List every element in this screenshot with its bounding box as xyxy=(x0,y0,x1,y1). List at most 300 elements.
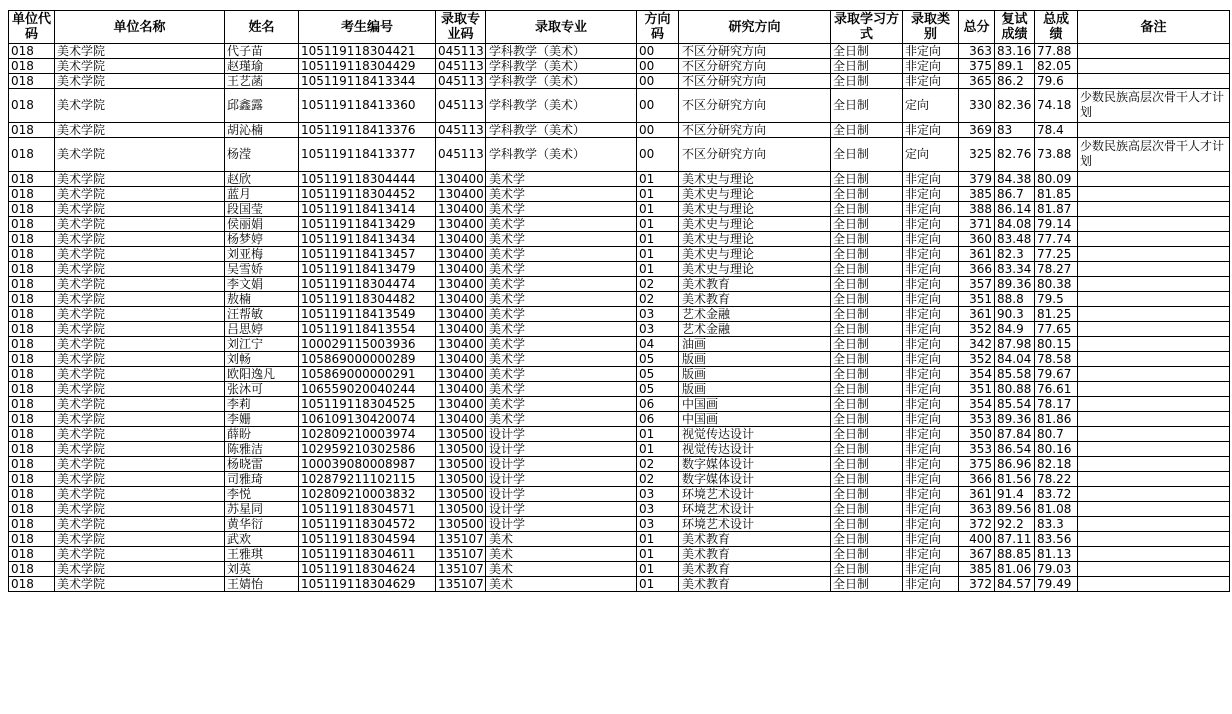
cell-unit-code: 018 xyxy=(9,352,55,367)
cell-final: 78.17 xyxy=(1035,397,1078,412)
cell-category: 定向 xyxy=(903,89,959,123)
table-row xyxy=(9,44,1230,59)
cell-category: 非定向 xyxy=(903,202,959,217)
cell-unit-name: 美术学院 xyxy=(55,442,225,457)
cell-exam-no: 105119118304429 xyxy=(299,59,436,74)
cell-unit-code: 018 xyxy=(9,442,55,457)
cell-exam-no: 106559020040244 xyxy=(299,382,436,397)
cell-retest: 88.85 xyxy=(995,547,1035,562)
cell-category: 非定向 xyxy=(903,337,959,352)
header-exam-no: 考生编号 xyxy=(299,11,436,44)
cell-dir-code: 01 xyxy=(637,232,679,247)
cell-major-code: 135107 xyxy=(436,577,486,592)
cell-dir-code: 00 xyxy=(637,138,679,172)
cell-major-code: 130400 xyxy=(436,307,486,322)
cell-exam-no: 105119118304611 xyxy=(299,547,436,562)
table-row xyxy=(9,427,1230,442)
cell-unit-code: 018 xyxy=(9,532,55,547)
cell-major-code: 130400 xyxy=(436,202,486,217)
table-row xyxy=(9,232,1230,247)
cell-dir-code: 01 xyxy=(637,532,679,547)
cell-major-code: 045113 xyxy=(436,89,486,123)
cell-final: 78.58 xyxy=(1035,352,1078,367)
table-row xyxy=(9,397,1230,412)
cell-name: 王婧怡 xyxy=(225,577,299,592)
cell-major-code: 130500 xyxy=(436,442,486,457)
cell-study-mode: 全日制 xyxy=(831,472,903,487)
cell-total: 371 xyxy=(959,217,995,232)
cell-name: 侯丽娟 xyxy=(225,217,299,232)
cell-category: 非定向 xyxy=(903,352,959,367)
cell-name: 陈雅洁 xyxy=(225,442,299,457)
cell-name: 敖楠 xyxy=(225,292,299,307)
cell-final: 80.16 xyxy=(1035,442,1078,457)
cell-category: 非定向 xyxy=(903,187,959,202)
cell-major: 美术学 xyxy=(486,247,637,262)
cell-study-mode: 全日制 xyxy=(831,74,903,89)
cell-dir-code: 01 xyxy=(637,187,679,202)
cell-total: 351 xyxy=(959,382,995,397)
cell-retest: 83.48 xyxy=(995,232,1035,247)
cell-note xyxy=(1078,442,1230,457)
cell-major: 设计学 xyxy=(486,442,637,457)
cell-note xyxy=(1078,382,1230,397)
cell-study-mode: 全日制 xyxy=(831,502,903,517)
cell-final: 81.08 xyxy=(1035,502,1078,517)
cell-major-code: 135107 xyxy=(436,562,486,577)
cell-direction: 不区分研究方向 xyxy=(679,123,831,138)
table-row xyxy=(9,247,1230,262)
cell-unit-code: 018 xyxy=(9,337,55,352)
cell-major: 设计学 xyxy=(486,502,637,517)
cell-exam-no: 105119118304421 xyxy=(299,44,436,59)
cell-final: 79.49 xyxy=(1035,577,1078,592)
cell-direction: 艺术金融 xyxy=(679,322,831,337)
cell-unit-name: 美术学院 xyxy=(55,292,225,307)
cell-exam-no: 105119118413457 xyxy=(299,247,436,262)
cell-note xyxy=(1078,202,1230,217)
cell-name: 杨梦婷 xyxy=(225,232,299,247)
header-major: 录取专业 xyxy=(486,11,637,44)
cell-name: 李姗 xyxy=(225,412,299,427)
table-row xyxy=(9,262,1230,277)
cell-name: 武欢 xyxy=(225,532,299,547)
cell-dir-code: 06 xyxy=(637,397,679,412)
cell-exam-no: 102809210003832 xyxy=(299,487,436,502)
cell-dir-code: 02 xyxy=(637,277,679,292)
cell-unit-name: 美术学院 xyxy=(55,89,225,123)
cell-retest: 85.58 xyxy=(995,367,1035,382)
cell-final: 79.67 xyxy=(1035,367,1078,382)
cell-retest: 90.3 xyxy=(995,307,1035,322)
table-row xyxy=(9,138,1230,172)
cell-category: 非定向 xyxy=(903,262,959,277)
cell-category: 非定向 xyxy=(903,74,959,89)
cell-major: 美术 xyxy=(486,547,637,562)
cell-total: 379 xyxy=(959,172,995,187)
cell-exam-no: 105119118304572 xyxy=(299,517,436,532)
cell-retest: 82.3 xyxy=(995,247,1035,262)
cell-name: 代子苗 xyxy=(225,44,299,59)
cell-note xyxy=(1078,232,1230,247)
cell-total: 388 xyxy=(959,202,995,217)
cell-retest: 92.2 xyxy=(995,517,1035,532)
cell-total: 372 xyxy=(959,577,995,592)
cell-note xyxy=(1078,74,1230,89)
cell-name: 张沐可 xyxy=(225,382,299,397)
header-dir-code: 方向码 xyxy=(637,11,679,44)
cell-dir-code: 06 xyxy=(637,412,679,427)
table-row xyxy=(9,89,1230,123)
cell-final: 77.25 xyxy=(1035,247,1078,262)
cell-total: 354 xyxy=(959,397,995,412)
cell-retest: 83.16 xyxy=(995,44,1035,59)
cell-dir-code: 00 xyxy=(637,44,679,59)
cell-unit-name: 美术学院 xyxy=(55,577,225,592)
cell-retest: 84.9 xyxy=(995,322,1035,337)
cell-major: 美术学 xyxy=(486,292,637,307)
cell-note xyxy=(1078,517,1230,532)
cell-note xyxy=(1078,247,1230,262)
cell-major: 设计学 xyxy=(486,427,637,442)
cell-exam-no: 100039080008987 xyxy=(299,457,436,472)
cell-final: 81.25 xyxy=(1035,307,1078,322)
cell-major: 美术学 xyxy=(486,307,637,322)
table-row xyxy=(9,202,1230,217)
cell-retest: 91.4 xyxy=(995,487,1035,502)
cell-note xyxy=(1078,44,1230,59)
cell-note xyxy=(1078,562,1230,577)
cell-total: 357 xyxy=(959,277,995,292)
cell-category: 非定向 xyxy=(903,457,959,472)
cell-note xyxy=(1078,123,1230,138)
cell-final: 80.38 xyxy=(1035,277,1078,292)
cell-major: 美术学 xyxy=(486,352,637,367)
cell-exam-no: 105869000000289 xyxy=(299,352,436,367)
cell-unit-code: 018 xyxy=(9,382,55,397)
cell-retest: 89.36 xyxy=(995,277,1035,292)
cell-direction: 数字媒体设计 xyxy=(679,457,831,472)
cell-unit-code: 018 xyxy=(9,262,55,277)
cell-name: 刘亚梅 xyxy=(225,247,299,262)
table-row xyxy=(9,322,1230,337)
cell-exam-no: 105119118304482 xyxy=(299,292,436,307)
cell-total: 353 xyxy=(959,442,995,457)
cell-unit-name: 美术学院 xyxy=(55,352,225,367)
cell-category: 非定向 xyxy=(903,562,959,577)
cell-final: 79.5 xyxy=(1035,292,1078,307)
cell-major-code: 130400 xyxy=(436,172,486,187)
cell-final: 78.22 xyxy=(1035,472,1078,487)
cell-total: 375 xyxy=(959,59,995,74)
cell-exam-no: 105119118413377 xyxy=(299,138,436,172)
cell-direction: 不区分研究方向 xyxy=(679,138,831,172)
cell-unit-name: 美术学院 xyxy=(55,547,225,562)
header-name: 姓名 xyxy=(225,11,299,44)
cell-retest: 86.54 xyxy=(995,442,1035,457)
cell-dir-code: 02 xyxy=(637,472,679,487)
cell-study-mode: 全日制 xyxy=(831,138,903,172)
cell-exam-no: 100029115003936 xyxy=(299,337,436,352)
cell-note xyxy=(1078,457,1230,472)
cell-major: 学科教学（美术） xyxy=(486,123,637,138)
cell-total: 363 xyxy=(959,44,995,59)
table-row xyxy=(9,172,1230,187)
cell-total: 352 xyxy=(959,352,995,367)
cell-direction: 美术教育 xyxy=(679,292,831,307)
cell-note xyxy=(1078,322,1230,337)
cell-note xyxy=(1078,577,1230,592)
cell-retest: 88.8 xyxy=(995,292,1035,307)
cell-dir-code: 02 xyxy=(637,457,679,472)
cell-retest: 89.56 xyxy=(995,502,1035,517)
cell-final: 82.18 xyxy=(1035,457,1078,472)
cell-name: 苏星同 xyxy=(225,502,299,517)
cell-final: 83.72 xyxy=(1035,487,1078,502)
cell-exam-no: 105869000000291 xyxy=(299,367,436,382)
cell-exam-no: 105119118304474 xyxy=(299,277,436,292)
cell-note xyxy=(1078,172,1230,187)
header-study-mode: 录取学习方式 xyxy=(831,11,903,44)
cell-major-code: 130400 xyxy=(436,322,486,337)
cell-category: 非定向 xyxy=(903,427,959,442)
cell-category: 非定向 xyxy=(903,577,959,592)
cell-total: 352 xyxy=(959,322,995,337)
cell-name: 汪帮敏 xyxy=(225,307,299,322)
cell-unit-name: 美术学院 xyxy=(55,187,225,202)
cell-dir-code: 00 xyxy=(637,74,679,89)
cell-retest: 85.54 xyxy=(995,397,1035,412)
cell-total: 375 xyxy=(959,457,995,472)
cell-final: 80.09 xyxy=(1035,172,1078,187)
cell-unit-code: 018 xyxy=(9,412,55,427)
table-row xyxy=(9,487,1230,502)
cell-retest: 86.96 xyxy=(995,457,1035,472)
cell-study-mode: 全日制 xyxy=(831,262,903,277)
table-row xyxy=(9,74,1230,89)
cell-dir-code: 01 xyxy=(637,577,679,592)
cell-major: 美术学 xyxy=(486,322,637,337)
cell-note xyxy=(1078,427,1230,442)
cell-final: 77.74 xyxy=(1035,232,1078,247)
cell-study-mode: 全日制 xyxy=(831,123,903,138)
cell-category: 非定向 xyxy=(903,517,959,532)
cell-note xyxy=(1078,502,1230,517)
cell-final: 78.4 xyxy=(1035,123,1078,138)
cell-retest: 89.1 xyxy=(995,59,1035,74)
cell-final: 80.15 xyxy=(1035,337,1078,352)
cell-study-mode: 全日制 xyxy=(831,397,903,412)
cell-unit-name: 美术学院 xyxy=(55,382,225,397)
cell-unit-code: 018 xyxy=(9,292,55,307)
cell-direction: 不区分研究方向 xyxy=(679,59,831,74)
cell-dir-code: 01 xyxy=(637,442,679,457)
cell-category: 非定向 xyxy=(903,487,959,502)
cell-category: 非定向 xyxy=(903,172,959,187)
cell-total: 360 xyxy=(959,232,995,247)
cell-category: 非定向 xyxy=(903,442,959,457)
cell-name: 吕思婷 xyxy=(225,322,299,337)
cell-study-mode: 全日制 xyxy=(831,352,903,367)
cell-major: 学科教学（美术） xyxy=(486,138,637,172)
cell-total: 365 xyxy=(959,74,995,89)
cell-retest: 89.36 xyxy=(995,412,1035,427)
cell-exam-no: 105119118413554 xyxy=(299,322,436,337)
cell-category: 非定向 xyxy=(903,232,959,247)
cell-unit-code: 018 xyxy=(9,277,55,292)
cell-unit-code: 018 xyxy=(9,577,55,592)
cell-dir-code: 01 xyxy=(637,562,679,577)
cell-study-mode: 全日制 xyxy=(831,44,903,59)
cell-major-code: 130400 xyxy=(436,292,486,307)
cell-total: 354 xyxy=(959,367,995,382)
table-row xyxy=(9,59,1230,74)
cell-dir-code: 01 xyxy=(637,247,679,262)
cell-major: 美术 xyxy=(486,562,637,577)
cell-dir-code: 03 xyxy=(637,307,679,322)
cell-name: 蓝月 xyxy=(225,187,299,202)
cell-major: 美术学 xyxy=(486,382,637,397)
cell-study-mode: 全日制 xyxy=(831,202,903,217)
cell-retest: 82.36 xyxy=(995,89,1035,123)
cell-major-code: 130400 xyxy=(436,232,486,247)
cell-direction: 美术教育 xyxy=(679,277,831,292)
cell-unit-code: 018 xyxy=(9,232,55,247)
cell-final: 83.3 xyxy=(1035,517,1078,532)
cell-category: 非定向 xyxy=(903,502,959,517)
cell-dir-code: 03 xyxy=(637,502,679,517)
header-category: 录取类别 xyxy=(903,11,959,44)
cell-dir-code: 01 xyxy=(637,217,679,232)
cell-retest: 81.56 xyxy=(995,472,1035,487)
cell-note xyxy=(1078,397,1230,412)
cell-unit-code: 018 xyxy=(9,457,55,472)
cell-major: 学科教学（美术） xyxy=(486,74,637,89)
cell-category: 非定向 xyxy=(903,277,959,292)
cell-total: 330 xyxy=(959,89,995,123)
cell-major-code: 130400 xyxy=(436,382,486,397)
table-row xyxy=(9,412,1230,427)
cell-unit-name: 美术学院 xyxy=(55,202,225,217)
cell-total: 325 xyxy=(959,138,995,172)
cell-study-mode: 全日制 xyxy=(831,562,903,577)
cell-unit-name: 美术学院 xyxy=(55,217,225,232)
cell-study-mode: 全日制 xyxy=(831,517,903,532)
cell-major-code: 130500 xyxy=(436,472,486,487)
table-row xyxy=(9,187,1230,202)
cell-name: 吴雪娇 xyxy=(225,262,299,277)
cell-major-code: 045113 xyxy=(436,59,486,74)
cell-major-code: 130500 xyxy=(436,517,486,532)
cell-study-mode: 全日制 xyxy=(831,367,903,382)
cell-category: 定向 xyxy=(903,138,959,172)
header-total: 总分 xyxy=(959,11,995,44)
cell-exam-no: 105119118304444 xyxy=(299,172,436,187)
table-row xyxy=(9,367,1230,382)
cell-major-code: 130400 xyxy=(436,352,486,367)
cell-direction: 美术教育 xyxy=(679,547,831,562)
cell-major-code: 130500 xyxy=(436,487,486,502)
cell-major: 学科教学（美术） xyxy=(486,89,637,123)
cell-final: 80.7 xyxy=(1035,427,1078,442)
cell-final: 77.65 xyxy=(1035,322,1078,337)
cell-total: 400 xyxy=(959,532,995,547)
cell-study-mode: 全日制 xyxy=(831,277,903,292)
cell-name: 黄华衍 xyxy=(225,517,299,532)
cell-study-mode: 全日制 xyxy=(831,172,903,187)
cell-dir-code: 01 xyxy=(637,172,679,187)
cell-exam-no: 105119118413344 xyxy=(299,74,436,89)
cell-major-code: 045113 xyxy=(436,138,486,172)
table-row xyxy=(9,547,1230,562)
cell-dir-code: 03 xyxy=(637,487,679,502)
cell-exam-no: 105119118304629 xyxy=(299,577,436,592)
cell-unit-code: 018 xyxy=(9,367,55,382)
cell-unit-code: 018 xyxy=(9,547,55,562)
cell-name: 杨晓雷 xyxy=(225,457,299,472)
cell-category: 非定向 xyxy=(903,472,959,487)
cell-final: 79.14 xyxy=(1035,217,1078,232)
cell-exam-no: 105119118413376 xyxy=(299,123,436,138)
cell-retest: 84.57 xyxy=(995,577,1035,592)
cell-unit-name: 美术学院 xyxy=(55,367,225,382)
cell-unit-code: 018 xyxy=(9,138,55,172)
cell-dir-code: 00 xyxy=(637,89,679,123)
cell-exam-no: 105119118413360 xyxy=(299,89,436,123)
cell-dir-code: 01 xyxy=(637,427,679,442)
cell-unit-code: 018 xyxy=(9,247,55,262)
table-row xyxy=(9,562,1230,577)
header-direction: 研究方向 xyxy=(679,11,831,44)
cell-direction: 环境艺术设计 xyxy=(679,517,831,532)
cell-category: 非定向 xyxy=(903,123,959,138)
cell-unit-code: 018 xyxy=(9,487,55,502)
cell-unit-code: 018 xyxy=(9,74,55,89)
cell-final: 79.6 xyxy=(1035,74,1078,89)
cell-unit-name: 美术学院 xyxy=(55,322,225,337)
cell-study-mode: 全日制 xyxy=(831,427,903,442)
cell-major-code: 045113 xyxy=(436,74,486,89)
cell-major-code: 045113 xyxy=(436,44,486,59)
table-row xyxy=(9,217,1230,232)
cell-study-mode: 全日制 xyxy=(831,59,903,74)
header-unit-name: 单位名称 xyxy=(55,11,225,44)
cell-unit-code: 018 xyxy=(9,322,55,337)
cell-category: 非定向 xyxy=(903,307,959,322)
cell-exam-no: 105119118304452 xyxy=(299,187,436,202)
cell-total: 372 xyxy=(959,517,995,532)
cell-unit-name: 美术学院 xyxy=(55,74,225,89)
cell-total: 361 xyxy=(959,247,995,262)
cell-category: 非定向 xyxy=(903,547,959,562)
cell-direction: 版画 xyxy=(679,382,831,397)
cell-major: 美术学 xyxy=(486,172,637,187)
cell-unit-code: 018 xyxy=(9,44,55,59)
cell-category: 非定向 xyxy=(903,382,959,397)
cell-note: 少数民族高层次骨干人才计划 xyxy=(1078,89,1230,123)
cell-note xyxy=(1078,307,1230,322)
cell-major: 美术学 xyxy=(486,262,637,277)
cell-dir-code: 00 xyxy=(637,59,679,74)
cell-unit-name: 美术学院 xyxy=(55,232,225,247)
cell-unit-name: 美术学院 xyxy=(55,307,225,322)
table-row xyxy=(9,337,1230,352)
cell-study-mode: 全日制 xyxy=(831,187,903,202)
cell-unit-code: 018 xyxy=(9,472,55,487)
cell-study-mode: 全日制 xyxy=(831,547,903,562)
cell-unit-name: 美术学院 xyxy=(55,502,225,517)
cell-unit-code: 018 xyxy=(9,123,55,138)
